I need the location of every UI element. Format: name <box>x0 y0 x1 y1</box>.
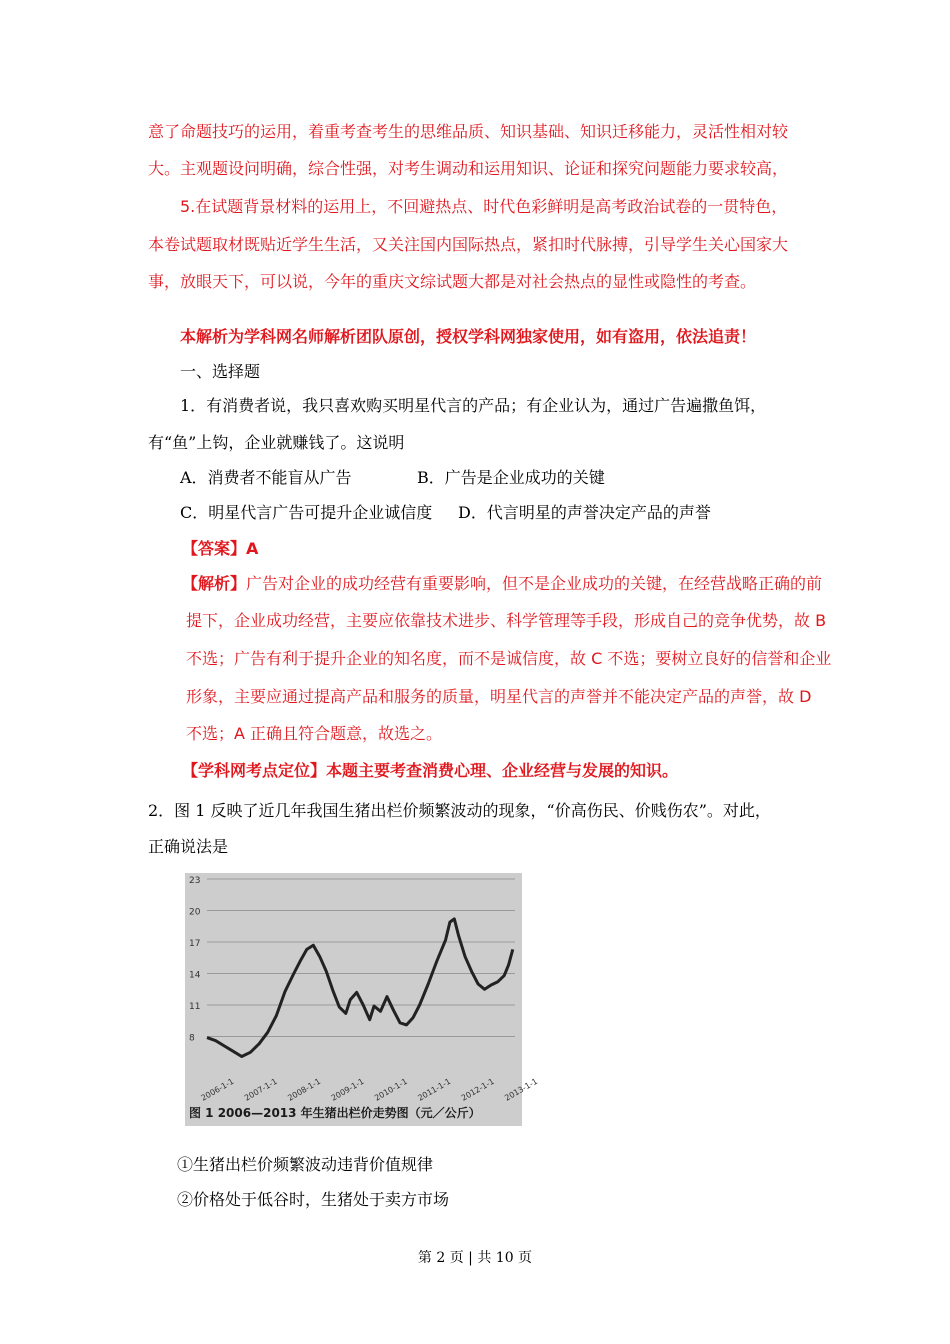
pig-price-chart <box>185 873 540 1126</box>
q1-option-d: D．代言明星的声誉决定产品的声誉 <box>458 503 711 522</box>
y-tick-label: 23 <box>189 876 201 886</box>
q1-analysis-line-1 <box>182 573 822 595</box>
q2-stem-line-2: 正确说法是 <box>148 837 229 856</box>
q1-analysis-line-2: 提下，企业成功经营，主要应依靠技术进步、科学管理等手段，形成自己的竞争优势，故 B <box>186 611 827 630</box>
q1-option-b: B．广告是企业成功的关键 <box>417 468 605 487</box>
q1-analysis-line-5: 不选；A 正确且符合题意，故选之。 <box>186 724 443 743</box>
q1-answer <box>182 538 258 560</box>
page-footer: 第 2 页 | 共 10 页 <box>417 1250 533 1266</box>
x-tick-label: 2011-1-1 <box>416 1076 453 1103</box>
q1-stem-line-2: 有“鱼”上钩，企业就赚钱了。这说明 <box>148 433 405 452</box>
q1-kaodian-text: 本题主要考查消费心理、企业经营与发展的知识。 <box>326 761 679 780</box>
q2-item-1: ①生猪出栏价频繁波动违背价值规律 <box>177 1155 434 1174</box>
x-tick-label: 2007-1-1 <box>242 1076 279 1103</box>
q1-kaodian <box>182 760 678 782</box>
q1-kaodian-label: 【学科网考点定位】 <box>182 761 327 780</box>
q1-analysis-label: 【解析】 <box>182 574 247 593</box>
y-tick-label: 11 <box>189 1002 201 1012</box>
y-tick-label: 14 <box>189 970 201 981</box>
intro-line-5: 事，放眼天下，可以说，今年的重庆文综试题大都是对社会热点的显性或隐性的考查。 <box>148 272 757 291</box>
intro-line-4: 本卷试题取材既贴近学生生活，又关注国内国际热点，紧扣时代脉搏，引导学生关心国家大 <box>148 235 789 254</box>
x-tick-label: 2010-1-1 <box>373 1076 409 1103</box>
copyright-notice: 本解析为学科网名师解析团队原创，授权学科网独家使用，如有盗用，依法追责！ <box>180 327 757 346</box>
chart-title: 图 1 2006—2013 年生猪出栏价走势图（元／公斤） <box>189 1106 481 1120</box>
x-tick-label: 2008-1-1 <box>286 1076 323 1103</box>
chart-svg <box>185 873 540 1126</box>
x-tick-label: 2013-1-1 <box>503 1076 540 1103</box>
q1-stem-line-1: 1．有消费者说，我只喜欢购买明星代言的产品；有企业认为，通过广告遍撒鱼饵， <box>180 396 767 415</box>
q1-option-c: C．明星代言广告可提升企业诚信度 <box>180 503 433 522</box>
section-title: 一、选择题 <box>180 362 261 381</box>
q1-analysis-line-4: 形象，主要应通过提高产品和服务的质量，明星代言的声誉并不能决定产品的声誉，故 D <box>186 687 812 706</box>
q1-analysis-line-3: 不选；广告有利于提升企业的知名度，而不是诚信度，故 C 不选；要树立良好的信誉和企业 <box>186 649 832 668</box>
x-tick-label: 2012-1-1 <box>459 1076 496 1103</box>
x-tick-label: 2006-1-1 <box>199 1076 236 1103</box>
x-tick-label: 2009-1-1 <box>329 1076 366 1103</box>
intro-line-3: 5.在试题背景材料的运用上，不回避热点、时代色彩鲜明是高考政治试卷的一贯特色， <box>180 197 788 216</box>
y-tick-label: 20 <box>189 907 201 918</box>
y-tick-label: 17 <box>189 939 201 949</box>
intro-line-1: 意了命题技巧的运用，着重考查考生的思维品质、知识基础、知识迁移能力，灵活性相对较 <box>148 122 789 141</box>
intro-line-2: 大。主观题设问明确，综合性强，对考生调动和运用知识、论证和探究问题能力要求较高， <box>148 159 789 178</box>
q2-stem-line-1: 2．图 1 反映了近几年我国生猪出栏价频繁波动的现象，“价高伤民、价贱伤农”。对此， <box>148 801 771 820</box>
q1-answer-label: 【答案】 <box>182 539 247 558</box>
q2-item-2: ②价格处于低谷时，生猪处于卖方市场 <box>177 1190 450 1209</box>
q1-analysis-text-1: 广告对企业的成功经营有重要影响，但不是企业成功的关键，在经营战略正确的前 <box>246 574 823 593</box>
y-tick-label: 8 <box>189 1033 195 1044</box>
q1-option-a: A．消费者不能盲从广告 <box>180 468 352 487</box>
q1-answer-value: A <box>246 539 259 558</box>
